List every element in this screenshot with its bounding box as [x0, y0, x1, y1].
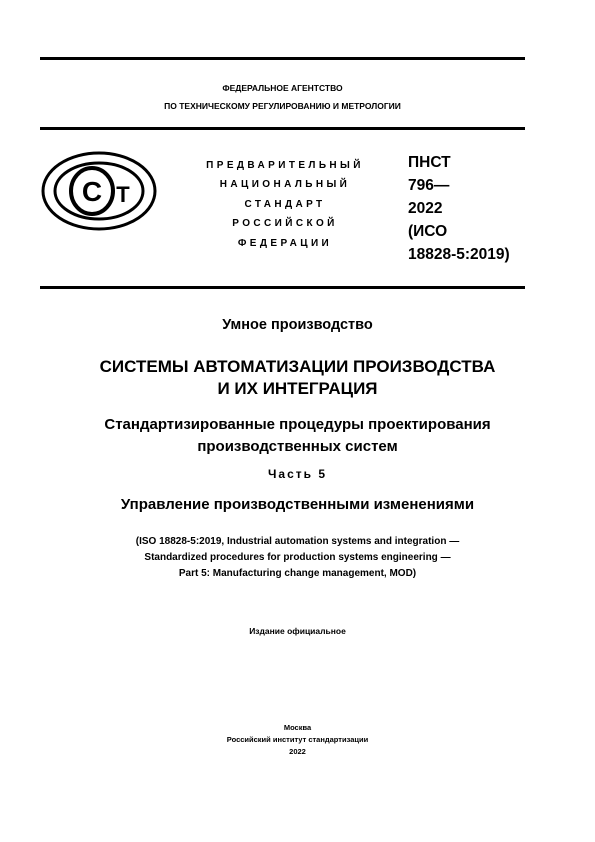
part-number: Часть 5: [267, 467, 328, 481]
designation-line: (ИСО: [408, 223, 448, 240]
svg-text:Т: Т: [116, 182, 130, 207]
imprint-publisher: Российский институт стандартизации: [226, 735, 369, 744]
designation-line: 18828-5:2019): [408, 246, 510, 263]
original-reference-line: Part 5: Manufacturing change management, MOD): [178, 568, 417, 579]
group-title-line: СИСТЕМЫ АВТОМАТИЗАЦИИ ПРОИЗВОДСТВА: [99, 357, 496, 376]
subtitle-line: Стандартизированные процедуры проектирования: [104, 416, 491, 433]
part-title: Управление производственными изменениями: [120, 496, 475, 513]
agency-line-2: ПО ТЕХНИЧЕСКОМУ РЕГУЛИРОВАНИЮ И МЕТРОЛОГИИ: [164, 101, 401, 111]
top-rule: [40, 57, 525, 60]
imprint-city: Москва: [283, 723, 312, 732]
original-reference-line: Standardized procedures for production systems engineering —: [144, 552, 451, 563]
agency-line-1: ФЕДЕРАЛЬНОЕ АГЕНТСТВО: [222, 83, 343, 93]
standard-designation: [408, 151, 510, 266]
designation-line: ПНСТ: [408, 154, 451, 171]
standard-type-line: СТАНДАРТ: [244, 198, 326, 210]
edition-note: Издание официальное: [249, 626, 346, 636]
lower-rule: [40, 286, 525, 289]
standard-type-line: ФЕДЕРАЦИИ: [237, 237, 333, 249]
original-reference-line: (ISO 18828-5:2019, Industrial automation systems and integration —: [135, 536, 460, 547]
imprint: [20, 722, 575, 758]
svg-text:С: С: [81, 176, 103, 207]
subtitle-line: производственных систем: [197, 438, 398, 455]
rst-logo-icon: [40, 150, 158, 232]
standard-type: [180, 156, 390, 253]
standard-type-line: РОССИЙСКОЙ: [232, 218, 338, 230]
main-title: Умное производство: [222, 317, 373, 333]
group-title-line: И ИХ ИНТЕГРАЦИЯ: [217, 379, 378, 398]
standard-type-line: ПРЕДВАРИТЕЛЬНЫЙ: [206, 160, 364, 171]
upper-rule: [40, 127, 525, 130]
subtitle: [20, 414, 575, 458]
original-standard-reference: [20, 534, 575, 582]
designation-line: 796—: [408, 177, 450, 194]
designation-line: 2022: [408, 200, 443, 217]
group-title: [20, 356, 575, 400]
imprint-year: 2022: [289, 747, 306, 756]
standard-type-line: НАЦИОНАЛЬНЫЙ: [219, 179, 351, 191]
